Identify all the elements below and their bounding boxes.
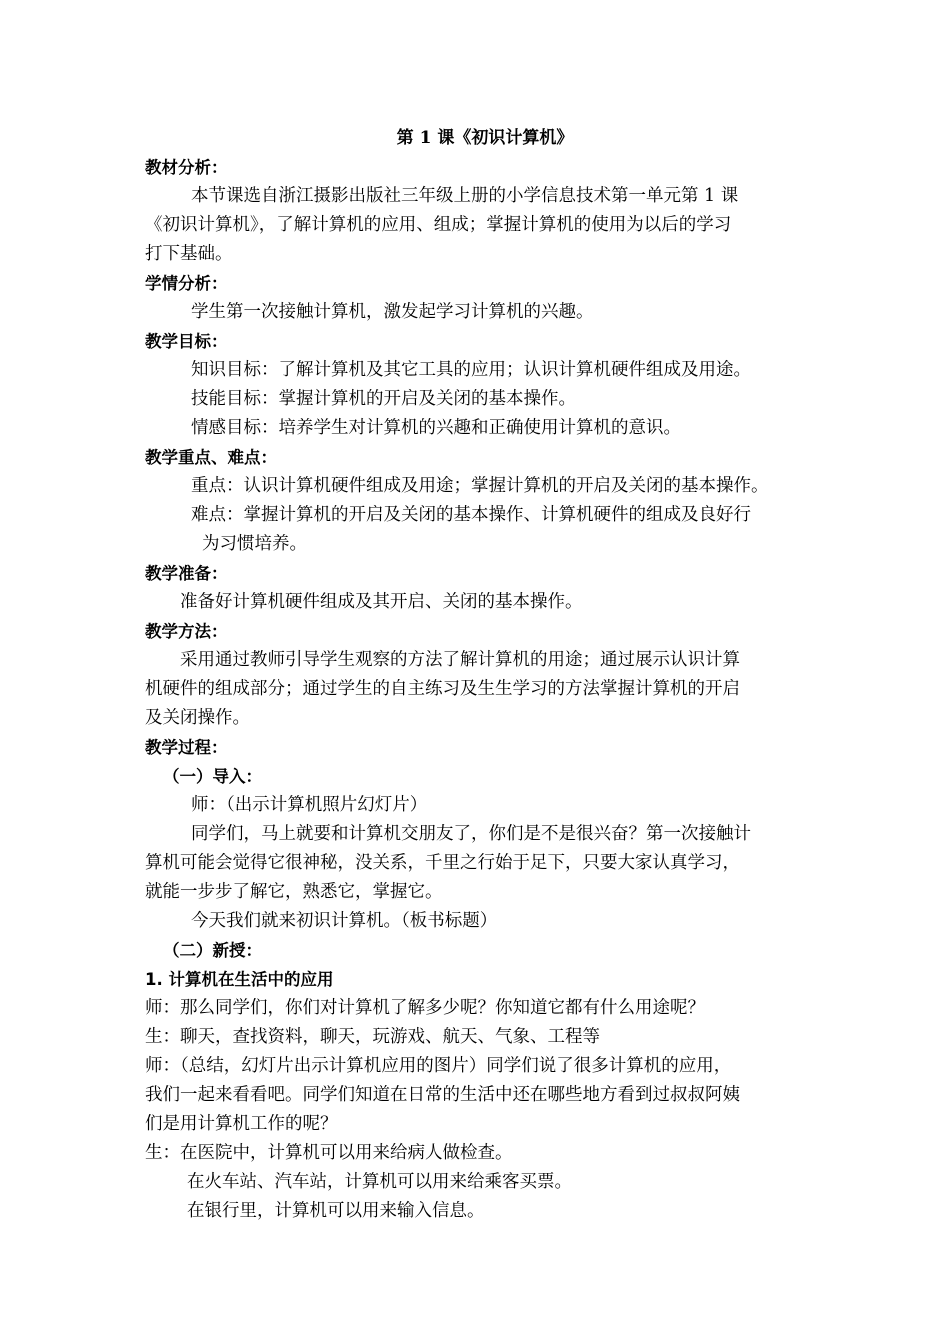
heading-methods: 教学方法： [145, 622, 228, 641]
paragraph-line: 本节课选自浙江摄影出版社三年级上册的小学信息技术第一单元第 1 课 [191, 186, 739, 206]
paragraph-line: 同学们，马上就要和计算机交朋友了，你们是不是很兴奋？第一次接触计 [191, 824, 751, 844]
dialogue-line: 师：（总结，幻灯片出示计算机应用的图片）同学们说了很多计算机的应用， [145, 1056, 732, 1076]
paragraph-line: 打下基础。 [145, 244, 233, 264]
goal-knowledge: 知识目标：了解计算机及其它工具的应用；认识计算机硬件组成及用途。 [191, 360, 751, 380]
keypoint-focus: 重点：认识计算机硬件组成及用途；掌握计算机的开启及关闭的基本操作。 [191, 476, 769, 496]
paragraph-line: 今天我们就来初识计算机。（板书标题） [191, 911, 498, 931]
paragraph-line: 机硬件的组成部分；通过学生的自主练习及生生学习的方法掌握计算机的开启 [145, 679, 740, 699]
paragraph-line: 准备好计算机硬件组成及其开启、关闭的基本操作。 [180, 592, 583, 612]
keypoint-difficulty: 难点：掌握计算机的开启及关闭的基本操作、计算机硬件的组成及良好行 [191, 505, 751, 525]
dialogue-line: 生：聊天，查找资料，聊天，玩游戏、航天、气象、工程等 [145, 1027, 600, 1047]
paragraph-line: 就能一步步了解它，熟悉它，掌握它。 [145, 882, 443, 902]
document-page [145, 124, 825, 1226]
subheading-application: 1. 计算机在生活中的应用 [145, 970, 334, 989]
paragraph-line: 采用通过教师引导学生观察的方法了解计算机的用途；通过展示认识计算 [180, 650, 740, 670]
dialogue-line: 在火车站、汽车站，计算机可以用来给乘客买票。 [187, 1172, 572, 1192]
paragraph-line: 算机可能会觉得它很神秘，没关系，千里之行始于足下，只要大家认真学习， [145, 853, 740, 873]
paragraph-line: 及关闭操作。 [145, 708, 250, 728]
dialogue-line: 在银行里，计算机可以用来输入信息。 [187, 1201, 485, 1221]
paragraph-line: 学生第一次接触计算机，激发起学习计算机的兴趣。 [191, 302, 594, 322]
dialogue-line: 我们一起来看看吧。同学们知道在日常的生活中还在哪些地方看到过叔叔阿姨 [145, 1085, 740, 1105]
heading-goals: 教学目标： [145, 332, 228, 351]
heading-intro: （一）导入： [163, 767, 262, 786]
dialogue-line: 生：在医院中，计算机可以用来给病人做检查。 [145, 1143, 513, 1163]
heading-preparation: 教学准备： [145, 564, 228, 583]
paragraph-line: 《初识计算机》，了解计算机的应用、组成；掌握计算机的使用为以后的学习 [145, 215, 732, 235]
dialogue-line: 师：那么同学们，你们对计算机了解多少呢？你知道它都有什么用途呢？ [145, 998, 705, 1018]
heading-process: 教学过程： [145, 738, 228, 757]
lesson-title: 第 1 课《初识计算机》 [396, 128, 574, 148]
goal-emotion: 情感目标：培养学生对计算机的兴趣和正确使用计算机的意识。 [191, 418, 681, 438]
paragraph-line: 师：（出示计算机照片幻灯片） [191, 795, 428, 815]
heading-keypoints: 教学重点、难点： [145, 448, 277, 467]
heading-new: （二）新授： [163, 941, 262, 960]
heading-students: 学情分析： [145, 274, 228, 293]
heading-material: 教材分析： [145, 158, 228, 177]
keypoint-difficulty-cont: 为习惯培养。 [202, 534, 307, 554]
dialogue-line: 们是用计算机工作的呢？ [145, 1114, 338, 1134]
goal-skill: 技能目标：掌握计算机的开启及关闭的基本操作。 [191, 389, 576, 409]
